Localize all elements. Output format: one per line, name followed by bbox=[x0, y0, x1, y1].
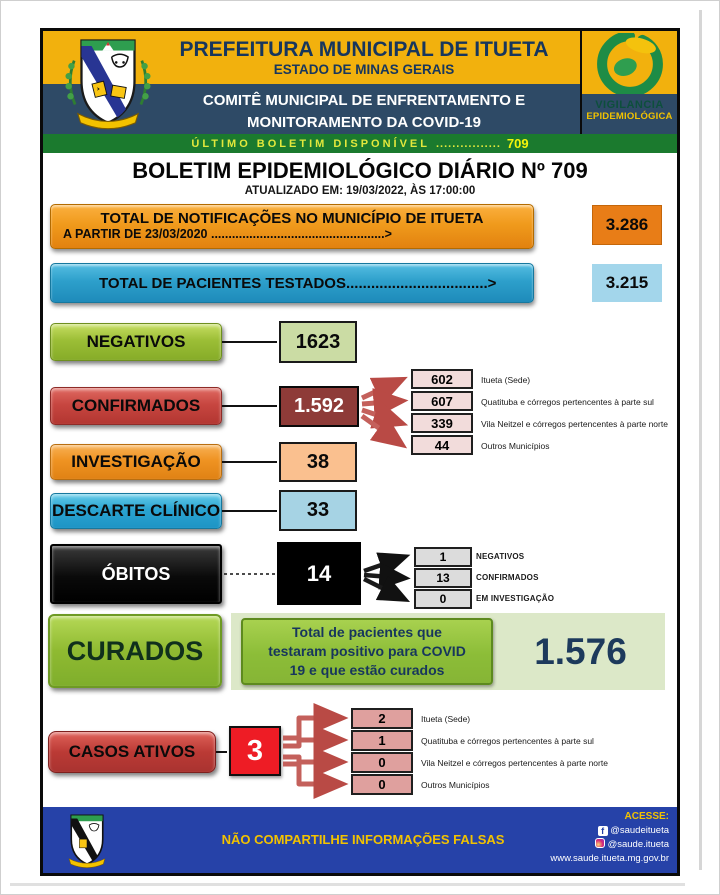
footer-coat-of-arms-icon bbox=[59, 812, 115, 869]
casos-ativos-breakdown-label: Itueta (Sede) bbox=[421, 714, 471, 724]
casos-ativos-breakdown-value: 1 bbox=[351, 730, 413, 751]
facebook-link[interactable] bbox=[550, 824, 669, 838]
curados-desc-line3: 19 e que estão curados bbox=[289, 662, 445, 678]
investigacao-button: INVESTIGAÇÃO bbox=[50, 444, 222, 480]
confirmados-breakdown-label: Itueta (Sede) bbox=[481, 375, 531, 385]
obitos-breakdown-label: EM INVESTIGAÇÃO bbox=[476, 594, 555, 603]
confirmados-breakdown-label: Vila Neitzel e córregos pertencentes à parte norte bbox=[481, 419, 668, 429]
curados-button: CURADOS bbox=[48, 614, 222, 688]
confirmados-breakdown-value: 602 bbox=[411, 369, 473, 389]
website-link[interactable]: www.saude.itueta.mg.gov.br bbox=[550, 853, 669, 864]
confirmados-button: CONFIRMADOS bbox=[50, 387, 222, 425]
footer-warning: NÃO COMPARTILHE INFORMAÇÕES FALSAS bbox=[221, 832, 505, 847]
casos-ativos-breakdown-label: Quatituba e córregos pertencentes à parte sul bbox=[421, 736, 594, 746]
obitos-breakdown-value: 13 bbox=[414, 568, 472, 588]
notifications-label-line2: A PARTIR DE 23/03/2020 ..................................................> bbox=[63, 227, 392, 241]
obitos-breakdown-label: NEGATIVOS bbox=[476, 552, 525, 561]
tested-value: 3.215 bbox=[592, 264, 662, 302]
notifications-label-line1: TOTAL DE NOTIFICAÇÕES NO MUNICÍPIO DE ITUETA bbox=[100, 210, 484, 227]
footer bbox=[43, 807, 677, 873]
last-bulletin-number: 709 bbox=[506, 136, 529, 151]
page-title: BOLETIM EPIDEMIOLÓGICO DIÁRIO Nº 709 bbox=[132, 158, 588, 183]
leader-dots: ................ bbox=[435, 137, 501, 150]
curados-description bbox=[241, 618, 493, 685]
confirmados-value: 1.592 bbox=[279, 386, 359, 427]
instagram-icon bbox=[595, 838, 605, 848]
curados-value: 1.576 bbox=[534, 630, 627, 672]
instagram-link[interactable] bbox=[550, 838, 669, 852]
bulletin-page bbox=[40, 28, 680, 876]
confirmados-breakdown-value: 44 bbox=[411, 435, 473, 455]
obitos-breakdown-label: CONFIRMADOS bbox=[476, 573, 539, 582]
investigacao-value: 38 bbox=[279, 442, 357, 482]
confirmados-breakdown-value: 607 bbox=[411, 391, 473, 411]
curados-desc-line2: testaram positivo para COVID bbox=[268, 643, 466, 659]
access-label: ACESSE: bbox=[624, 811, 669, 822]
header-titles bbox=[155, 31, 573, 134]
obitos-breakdown-value: 0 bbox=[414, 589, 472, 609]
facebook-handle: @saudeitueta bbox=[610, 825, 669, 836]
facebook-icon: f bbox=[598, 826, 608, 836]
updated-at: ATUALIZADO EM: 19/03/2022, ÀS 17:00:00 bbox=[244, 185, 476, 197]
descarte-clinico-value: 33 bbox=[279, 490, 357, 531]
casos-ativos-button: CASOS ATIVOS bbox=[48, 731, 216, 773]
obitos-button: ÓBITOS bbox=[50, 544, 222, 604]
vigilancia-line1: VIGILANCIA bbox=[595, 99, 664, 111]
confirmados-breakdown-label: Outros Municípios bbox=[481, 441, 550, 451]
casos-ativos-breakdown-value: 0 bbox=[351, 752, 413, 773]
curados-desc-line1: Total de pacientes que bbox=[292, 624, 442, 640]
scan-shadow bbox=[10, 883, 685, 886]
obitos-value: 14 bbox=[277, 542, 361, 605]
casos-ativos-breakdown-value: 2 bbox=[351, 708, 413, 729]
negativos-value: 1623 bbox=[279, 321, 357, 363]
vigilancia-text bbox=[582, 94, 677, 134]
confirmados-breakdown-label: Quatituba e córregos pertencentes à parte sul bbox=[481, 397, 654, 407]
committee-line1: COMITÊ MUNICIPAL DE ENFRENTAMENTO E bbox=[202, 92, 526, 109]
obitos-breakdown-value: 1 bbox=[414, 547, 472, 567]
casos-ativos-breakdown-value: 0 bbox=[351, 774, 413, 795]
casos-ativos-breakdown-label: Vila Neitzel e córregos pertencentes à parte norte bbox=[421, 758, 608, 768]
city-coat-of-arms-icon bbox=[61, 35, 155, 131]
vigilancia-line2: EPIDEMIOLÓGICA bbox=[586, 111, 673, 122]
notifications-value: 3.286 bbox=[592, 205, 662, 245]
org-name: PREFEITURA MUNICIPAL DE ITUETA bbox=[179, 38, 549, 61]
tested-bar bbox=[50, 263, 534, 303]
vigilancia-swoosh-icon bbox=[590, 33, 670, 95]
last-bulletin-band bbox=[43, 134, 677, 153]
last-bulletin-label: ÚLTIMO BOLETIM DISPONÍVEL bbox=[191, 137, 430, 150]
descarte-clinico-button: DESCARTE CLÍNICO bbox=[50, 493, 222, 529]
negativos-button: NEGATIVOS bbox=[50, 323, 222, 361]
scan-shadow bbox=[699, 10, 702, 870]
tested-label: TOTAL DE PACIENTES TESTADOS..................................> bbox=[99, 274, 497, 292]
casos-ativos-breakdown-label: Outros Municípios bbox=[421, 780, 490, 790]
casos-ativos-value: 3 bbox=[229, 726, 281, 776]
instagram-handle: @saude.itueta bbox=[607, 839, 669, 850]
org-state: ESTADO DE MINAS GERAIS bbox=[273, 62, 455, 77]
confirmados-breakdown-value: 339 bbox=[411, 413, 473, 433]
notifications-bar bbox=[50, 204, 534, 249]
vigilancia-logo-box bbox=[580, 31, 677, 134]
committee-line2: MONITORAMENTO DA COVID-19 bbox=[247, 114, 481, 131]
